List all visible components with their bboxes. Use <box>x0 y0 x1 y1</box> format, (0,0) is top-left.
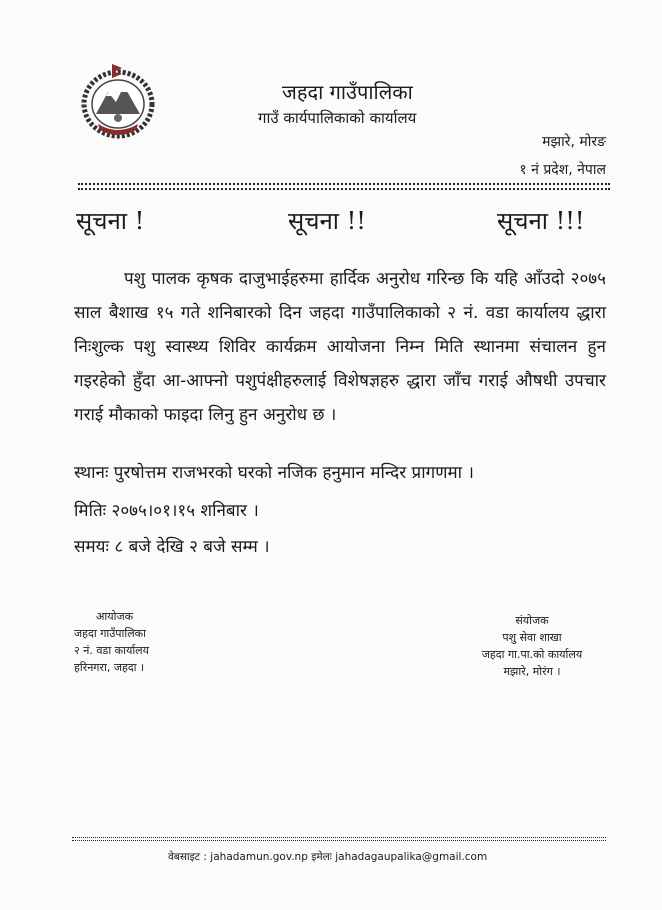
address-line-2: १ नं प्रदेश, नेपाल <box>519 162 606 178</box>
coordinator-line-2: जहदा गा.पा.को कार्यालय <box>481 648 583 661</box>
notice-paragraph: पशु पालक कृषक दाजुभाईहरुमा हार्दिक अनुरोध गरिन्छ कि यहि आँउदो २०७५ साल बैशाख १५ गते शनिबारको दिन जहदा गाउँपालिकाको २ नं. वडा कार्यालय द्धारा निःशुल्क पशु स्वास्थ्य शिविर कार्यक्रम आयोजना निम्न मिति स्थानमा संचालन हुन गइरहेको हुँदा आ-आफ्नो पशुपंक्षीहरुलाई विशेषज्ञहरु द्धारा जाँच गराई औषधी उपचार गराई मौकाको फाइदा लिनु हुन अनुरोध छ । <box>74 269 606 425</box>
footer-divider <box>72 840 606 841</box>
header-divider <box>78 183 610 185</box>
org-office: गाउँ कार्यपालिकाको कार्यालय <box>258 109 417 127</box>
organizer-line-2: २ नं. वडा कार्यालय <box>74 644 150 657</box>
org-name: जहदा गाउँपालिका <box>282 80 413 104</box>
coordinator-block <box>462 612 602 680</box>
address-line-1: मझारे, मोरङ <box>542 134 606 150</box>
organizer-line-1: जहदा गाउँपालिका <box>74 627 146 640</box>
footer-contact: वेबसाइट : jahadamun.gov.np इमेलः jahadagaupalika@gmail.com <box>168 851 488 863</box>
organizer-title: आयोजक <box>96 610 134 623</box>
coordinator-line-1: पशु सेवा शाखा <box>502 631 562 644</box>
coordinator-line-3: मझारे, मोरंग । <box>503 665 561 678</box>
address-block <box>519 128 606 184</box>
notice-body <box>74 262 606 432</box>
coordinator-title: संयोजक <box>515 614 549 627</box>
time-line: समयः ८ बजे देखि २ बजे सम्म । <box>74 537 270 557</box>
notice-heading-1: सूचना ! <box>76 207 145 235</box>
notice-heading-3: सूचना !!! <box>497 207 585 235</box>
organizer-block <box>74 608 149 676</box>
header-divider <box>78 188 610 190</box>
organizer-line-3: हरिनगरा, जहदा । <box>74 661 145 674</box>
footer-divider <box>72 837 606 838</box>
nepal-emblem-icon <box>78 58 158 142</box>
date-line: मितिः २०७५।०१।१५ शनिबार । <box>74 501 259 521</box>
location-line: स्थानः पुरषोत्तम राजभरको घरको नजिक हनुमान मन्दिर प्रागणमा । <box>74 463 474 483</box>
notice-heading-2: सूचना !! <box>288 207 366 235</box>
